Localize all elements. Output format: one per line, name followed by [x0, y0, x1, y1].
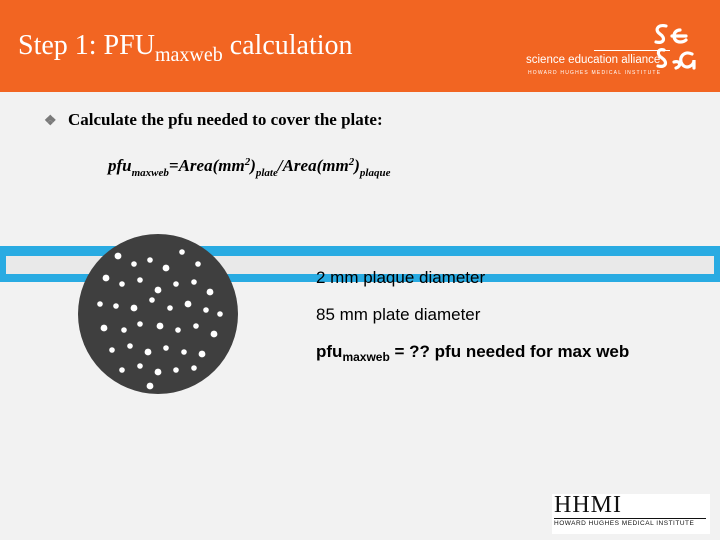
plaque-dot	[103, 275, 110, 282]
plaque-dot	[203, 307, 209, 313]
plaque-dot	[191, 365, 197, 371]
hhmi-logo-line	[554, 518, 706, 519]
pfu-result-text: pfu$_{maxweb}$ = ?? pfu needed for max web	[316, 342, 630, 364]
diamond-bullet-icon: ❖	[44, 114, 57, 129]
plaque-dot	[137, 363, 143, 369]
plaque-dot	[157, 323, 164, 330]
plaque-dot	[155, 369, 162, 376]
plaque-dot	[127, 343, 133, 349]
plaque-dot	[145, 349, 152, 356]
logo-subtext: HOWARD HUGHES MEDICAL INSTITUTE	[528, 70, 662, 76]
plaque-dot	[137, 321, 143, 327]
plaque-dot	[173, 367, 179, 373]
hhmi-logo	[552, 494, 710, 534]
plaque-dot	[199, 351, 206, 358]
plaque-dot	[147, 257, 153, 263]
plaque-dot	[137, 277, 143, 283]
plaque-dot	[119, 367, 125, 373]
petri-plate	[78, 234, 238, 394]
header-bar	[0, 0, 720, 92]
plaque-diameter-text: 2 mm plaque diameter	[316, 268, 486, 287]
bullet-text: Calculate the pfu needed to cover the plate:	[68, 110, 383, 129]
plaque-dot	[109, 347, 115, 353]
plaque-dot	[113, 303, 119, 309]
logo-text: science education alliance	[526, 54, 661, 66]
plaque-dot	[121, 327, 127, 333]
plaque-dot	[97, 301, 103, 307]
plaque-dot	[211, 331, 218, 338]
plaque-dot	[195, 261, 201, 267]
plaque-dot	[167, 305, 173, 311]
plaque-dot	[175, 327, 181, 333]
plaque-dot	[101, 325, 108, 332]
plaque-dot	[131, 261, 137, 267]
plaque-dot	[119, 281, 125, 287]
formula: $pfu_{maxweb}=Area(mm^2)_{plate}/Area(mm^2)_{plaque}$	[108, 156, 391, 179]
plaque-dot	[193, 323, 199, 329]
slide-title: Step 1: $PFU_{maxweb}$ calculation	[18, 30, 353, 66]
plaque-dot	[131, 305, 138, 312]
hhmi-logo-subtext: HOWARD HUGHES MEDICAL INSTITUTE	[554, 520, 695, 527]
plaque-dot	[179, 249, 185, 255]
bullet-line	[44, 110, 383, 130]
plaque-dot	[207, 289, 214, 296]
plaque-dot	[147, 383, 154, 390]
plaque-dot	[173, 281, 179, 287]
sea-logo	[526, 20, 706, 80]
plaque-dot	[163, 345, 169, 351]
plaque-dot	[115, 253, 122, 260]
sea-logo-icon	[648, 20, 704, 72]
plaque-dot	[185, 301, 192, 308]
plate-diameter-text: 85 mm plate diameter	[316, 305, 481, 324]
plaque-dot	[155, 287, 162, 294]
hhmi-logo-text: HHMI	[554, 492, 622, 518]
plaque-dot	[217, 311, 223, 317]
plaque-dot	[181, 349, 187, 355]
plaque-dot	[163, 265, 170, 272]
plaque-dot	[191, 279, 197, 285]
plaque-dot	[149, 297, 155, 303]
